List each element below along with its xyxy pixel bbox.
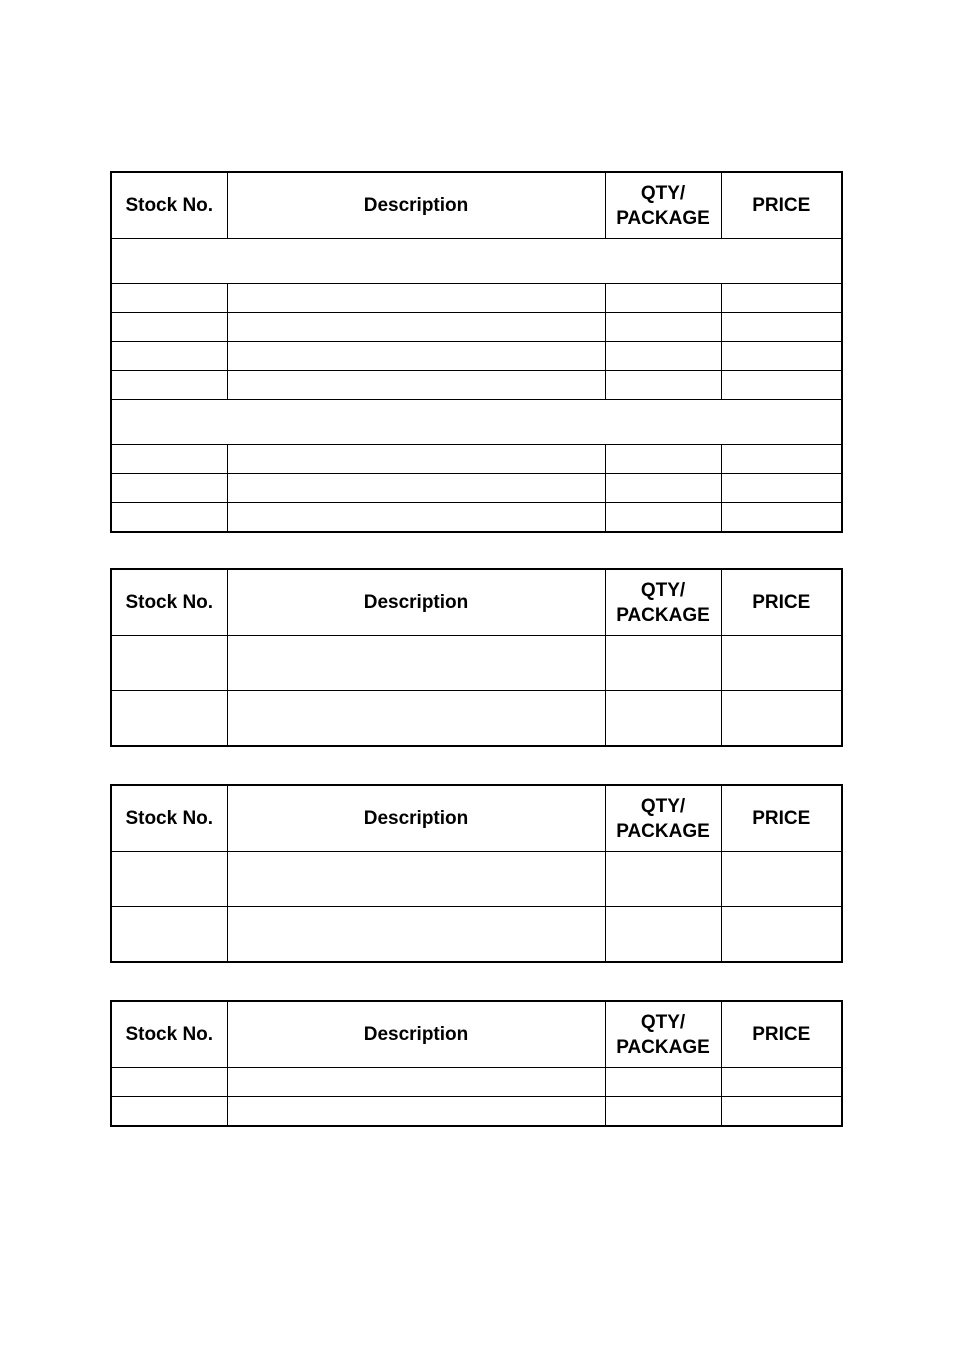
stock-no-header: Stock No. [111, 1001, 227, 1068]
price-cell [721, 445, 842, 474]
table-header [111, 1001, 842, 1068]
description-cell [227, 313, 605, 342]
table-row [111, 445, 842, 474]
qty-package-cell [605, 1097, 721, 1127]
stock-no-cell [111, 342, 227, 371]
table-row [111, 284, 842, 313]
price-cell [721, 636, 842, 691]
price-table-2 [110, 568, 843, 747]
stock-no-cell [111, 1097, 227, 1127]
table-header [111, 172, 842, 239]
description-cell [227, 371, 605, 400]
table-row [111, 852, 842, 907]
table-body [111, 636, 842, 747]
header-row [111, 172, 842, 239]
stock-no-cell [111, 313, 227, 342]
table-row [111, 342, 842, 371]
table-row [111, 371, 842, 400]
qty-package-header-line-2: PACKAGE [616, 1036, 710, 1058]
section-row [111, 239, 842, 284]
description-cell [227, 474, 605, 503]
description-cell [227, 1097, 605, 1127]
price-table-1 [110, 171, 843, 533]
price-cell [721, 1068, 842, 1097]
description-cell [227, 503, 605, 533]
price-cell [721, 1097, 842, 1127]
description-cell [227, 1068, 605, 1097]
header-row [111, 785, 842, 852]
qty-package-cell [605, 371, 721, 400]
price-cell [721, 503, 842, 533]
price-header: PRICE [721, 785, 842, 852]
price-cell [721, 284, 842, 313]
stock-no-cell [111, 852, 227, 907]
stock-no-cell [111, 503, 227, 533]
qty-package-header [605, 1001, 721, 1068]
qty-package-cell [605, 284, 721, 313]
stock-no-cell [111, 474, 227, 503]
description-cell [227, 907, 605, 963]
table-row [111, 907, 842, 963]
price-table-3 [110, 784, 843, 963]
table-body [111, 1068, 842, 1127]
stock-no-cell [111, 636, 227, 691]
qty-package-header [605, 785, 721, 852]
table-row [111, 1068, 842, 1097]
qty-package-cell [605, 907, 721, 963]
stock-no-header: Stock No. [111, 785, 227, 852]
qty-package-header-line-1: QTY/ [640, 1011, 686, 1033]
qty-package-header [605, 569, 721, 636]
header-row [111, 569, 842, 636]
section-cell [111, 239, 842, 284]
description-cell [227, 852, 605, 907]
price-cell [721, 474, 842, 503]
qty-package-cell [605, 691, 721, 747]
description-cell [227, 691, 605, 747]
qty-package-cell [605, 313, 721, 342]
description-cell [227, 445, 605, 474]
stock-no-header: Stock No. [111, 569, 227, 636]
stock-no-header: Stock No. [111, 172, 227, 239]
table-row [111, 313, 842, 342]
table-header [111, 569, 842, 636]
price-header: PRICE [721, 1001, 842, 1068]
table-row [111, 1097, 842, 1127]
qty-package-header-line-1: QTY/ [640, 795, 686, 817]
stock-no-cell [111, 284, 227, 313]
stock-no-cell [111, 691, 227, 747]
price-cell [721, 691, 842, 747]
qty-package-cell [605, 1068, 721, 1097]
table-row [111, 503, 842, 533]
price-header: PRICE [721, 172, 842, 239]
price-header: PRICE [721, 569, 842, 636]
price-cell [721, 342, 842, 371]
section-cell [111, 400, 842, 445]
stock-no-cell [111, 907, 227, 963]
stock-no-cell [111, 1068, 227, 1097]
qty-package-cell [605, 342, 721, 371]
description-header: Description [227, 569, 605, 636]
header-row [111, 1001, 842, 1068]
price-cell [721, 313, 842, 342]
description-cell [227, 284, 605, 313]
qty-package-cell [605, 474, 721, 503]
qty-package-cell [605, 852, 721, 907]
price-cell [721, 907, 842, 963]
stock-no-cell [111, 371, 227, 400]
qty-package-cell [605, 445, 721, 474]
qty-package-cell [605, 636, 721, 691]
qty-package-header-line-2: PACKAGE [616, 604, 710, 626]
price-cell [721, 852, 842, 907]
description-header: Description [227, 1001, 605, 1068]
qty-package-header-line-2: PACKAGE [616, 820, 710, 842]
table-header [111, 785, 842, 852]
description-cell [227, 342, 605, 371]
section-row [111, 400, 842, 445]
qty-package-header-line-2: PACKAGE [616, 207, 710, 229]
description-cell [227, 636, 605, 691]
qty-package-header-line-1: QTY/ [640, 182, 686, 204]
description-header: Description [227, 785, 605, 852]
qty-package-cell [605, 503, 721, 533]
price-table-4 [110, 1000, 843, 1127]
qty-package-header [605, 172, 721, 239]
table-body [111, 852, 842, 963]
price-cell [721, 371, 842, 400]
table-row [111, 636, 842, 691]
table-row [111, 474, 842, 503]
qty-package-header-line-1: QTY/ [640, 579, 686, 601]
table-body [111, 239, 842, 533]
description-header: Description [227, 172, 605, 239]
table-row [111, 691, 842, 747]
stock-no-cell [111, 445, 227, 474]
